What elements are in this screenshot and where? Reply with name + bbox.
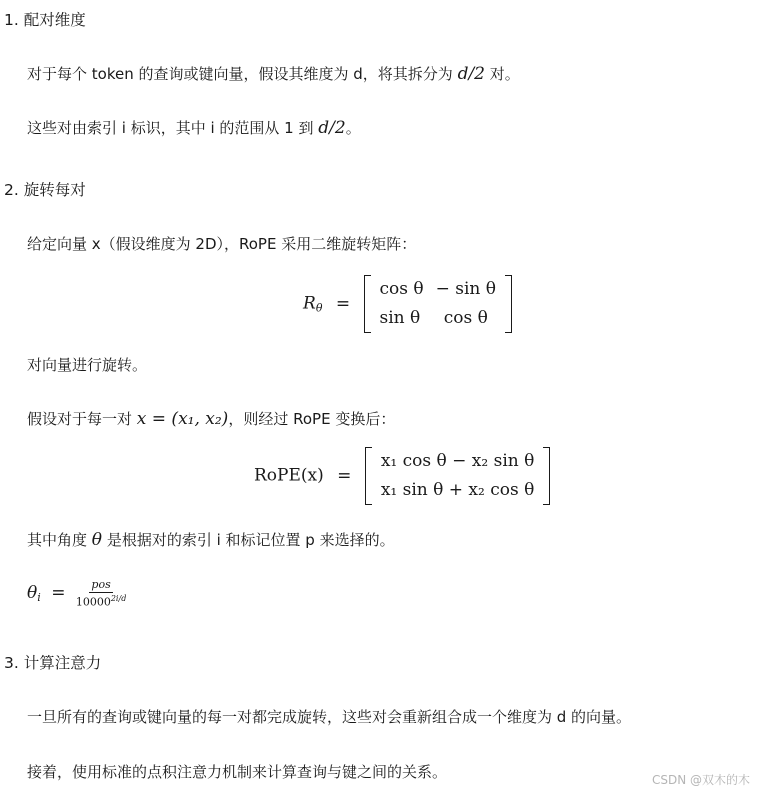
watermark: CSDN @双木的木 bbox=[652, 773, 751, 787]
math-d-over-2: d/2 bbox=[318, 118, 346, 138]
section-3-heading: 3. 计算注意力 bbox=[4, 654, 102, 672]
section-2-paragraph-4: 其中角度 θ 是根据对的索引 i 和标记位置 p 来选择的。 bbox=[27, 530, 395, 550]
vector-cell: x₁ sin θ + x₂ cos θ bbox=[380, 480, 535, 500]
matrix-cell: cos θ bbox=[443, 308, 488, 328]
matrix-cell: cos θ bbox=[379, 279, 424, 299]
math-d-over-2: d/2 bbox=[457, 64, 485, 84]
section-1-paragraph-2: 这些对由索引 i 标识，其中 i 的范围从 1 到 d/2。 bbox=[27, 118, 361, 138]
math-x-pair: x = (x₁, x₂) bbox=[136, 409, 229, 429]
rope-vector bbox=[365, 447, 551, 505]
section-2-paragraph-3: 假设对于每一对 x = (x₁, x₂)，则经过 RoPE 变换后： bbox=[27, 409, 396, 429]
rotation-matrix-equation: $R_\theta$ = cos θ − sin θ sin θ cos θ bbox=[303, 275, 512, 333]
section-3-paragraph-1: 一旦所有的查询或键向量的每一对都完成旋转，这些对会重新组合成一个维度为 d 的向量。 bbox=[27, 708, 632, 726]
rotation-matrix bbox=[364, 275, 513, 333]
section-2-paragraph-1: 给定向量 x（假设维度为 2D），RoPE 采用二维旋转矩阵： bbox=[27, 235, 417, 253]
math-theta: θ bbox=[91, 530, 103, 550]
section-2-paragraph-2: 对向量进行旋转。 bbox=[27, 356, 148, 374]
theta-fraction: $\frac{\text{pos}}{10000^{2i/d}}$ bbox=[75, 578, 127, 609]
rope-equation: RoPE(x) = x₁ cos θ − x₂ sin θ x₁ sin θ + x₂ cos θ bbox=[254, 447, 550, 505]
section-1-heading: 1. 配对维度 bbox=[4, 11, 86, 29]
matrix-cell: − sin θ bbox=[435, 279, 497, 299]
vector-cell: x₁ cos θ − x₂ sin θ bbox=[380, 451, 535, 471]
matrix-cell: sin θ bbox=[379, 308, 421, 328]
section-3-paragraph-2: 接着，使用标准的点积注意力机制来计算查询与键之间的关系。 bbox=[27, 763, 448, 781]
section-1-paragraph-1: 对于每个 token 的查询或键向量，假设其维度为 d，将其拆分为 d/2 对。 bbox=[27, 64, 520, 84]
theta-formula: $\theta_i$ = $\frac{\text{pos}}{10000^{2i/d}}$ bbox=[27, 578, 127, 609]
section-2-heading: 2. 旋转每对 bbox=[4, 181, 86, 199]
